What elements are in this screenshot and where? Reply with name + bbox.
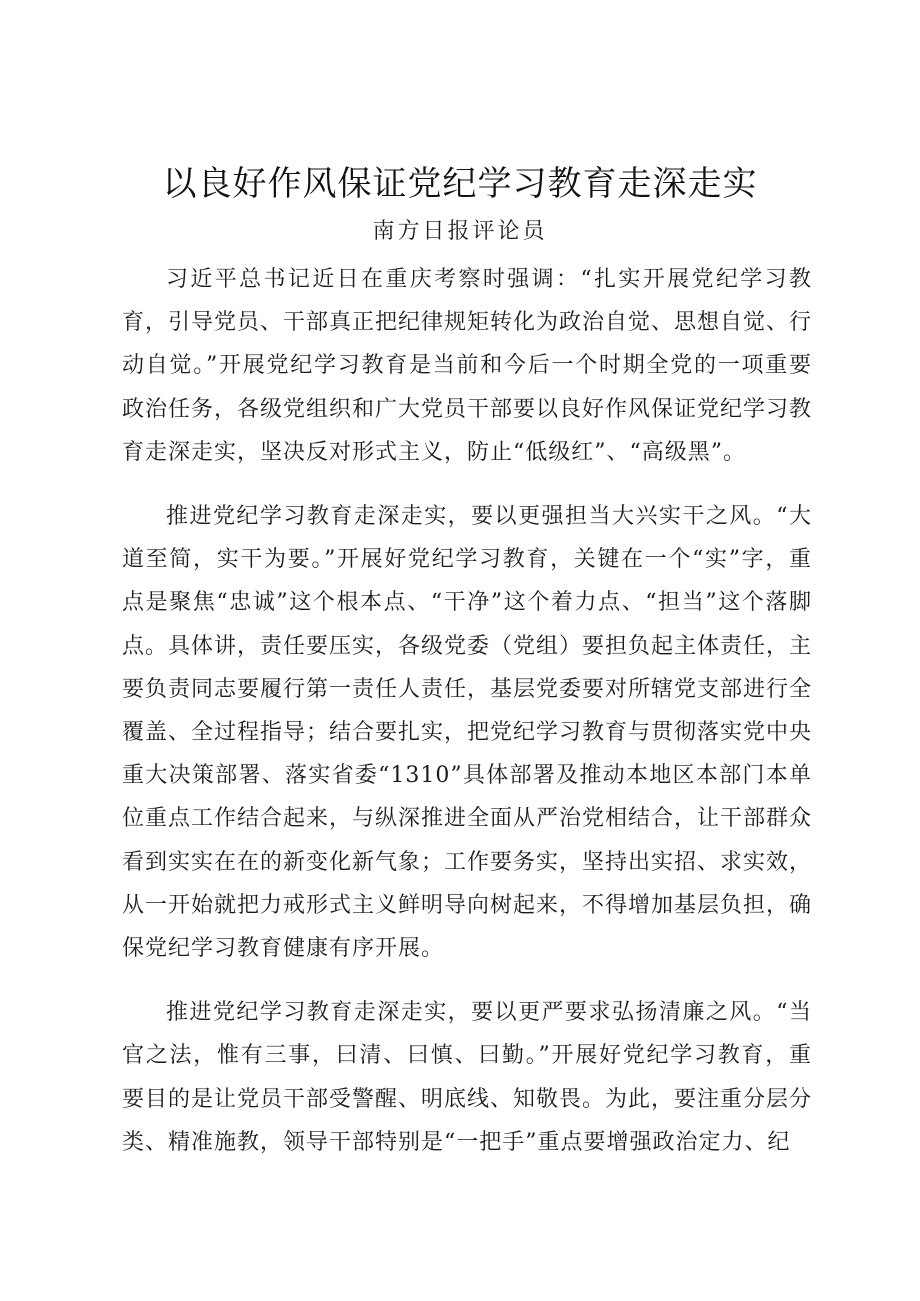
article-byline: 南方日报评论员 — [372, 219, 548, 244]
paragraph: 推进党纪学习教育走深走实，要以更强担当大兴实干之风。“大道至简，实干为要。”开展好党纪学习教育，关键在一个“实”字，重点是聚焦“忠诚”这个根本点、“干净”这个着力点、“担当”这个落脚点。具体讲，责任要压实，各级党委（党组）要担负起主体责任，主要负责同志要履行第一责任人责任，基层党委要对所辖党支部进行全覆盖、全过程指导；结合要扎实，把党纪学习教育与贯彻落实党中央重大决策部署、落实省委“1310”具体部署及推动本地区本部门本单位重点工作结合起来，与纵深推进全面从严治党相结合，让干部群众看到实实在在的新变化新气象；工作要务实，坚持出实招、求实效，从一开始就把力戒形式主义鲜明导向树起来，不得增加基层负担，确保党纪学习教育健康有序开展。 — [122, 504, 813, 962]
article-title: 以良好作风保证党纪学习教育走深走实 — [162, 164, 758, 204]
paragraph: 习近平总书记近日在重庆考察时强调：“扎实开展党纪学习教育，引导党员、干部真正把纪律规矩转化为政治自觉、思想自觉、行动自觉。”开展党纪学习教育是当前和今后一个时期全党的一项重要政治任务，各级党组织和广大党员干部要以良好作风保证党纪学习教育走深走实，坚决反对形式主义，防止“低级红”、“高级黑”。 — [122, 267, 813, 465]
article-body — [122, 258, 812, 1185]
paragraph: 推进党纪学习教育走深走实，要以更严要求弘扬清廉之风。“当官之法，惟有三事，曰清、曰慎、曰勤。”开展好党纪学习教育，重要目的是让党员干部受警醒、明底线、知敬畏。为此，要注重分层分类、精准施教，领导干部特别是“一把手”重点要增强政治定力、纪 — [122, 1000, 813, 1155]
